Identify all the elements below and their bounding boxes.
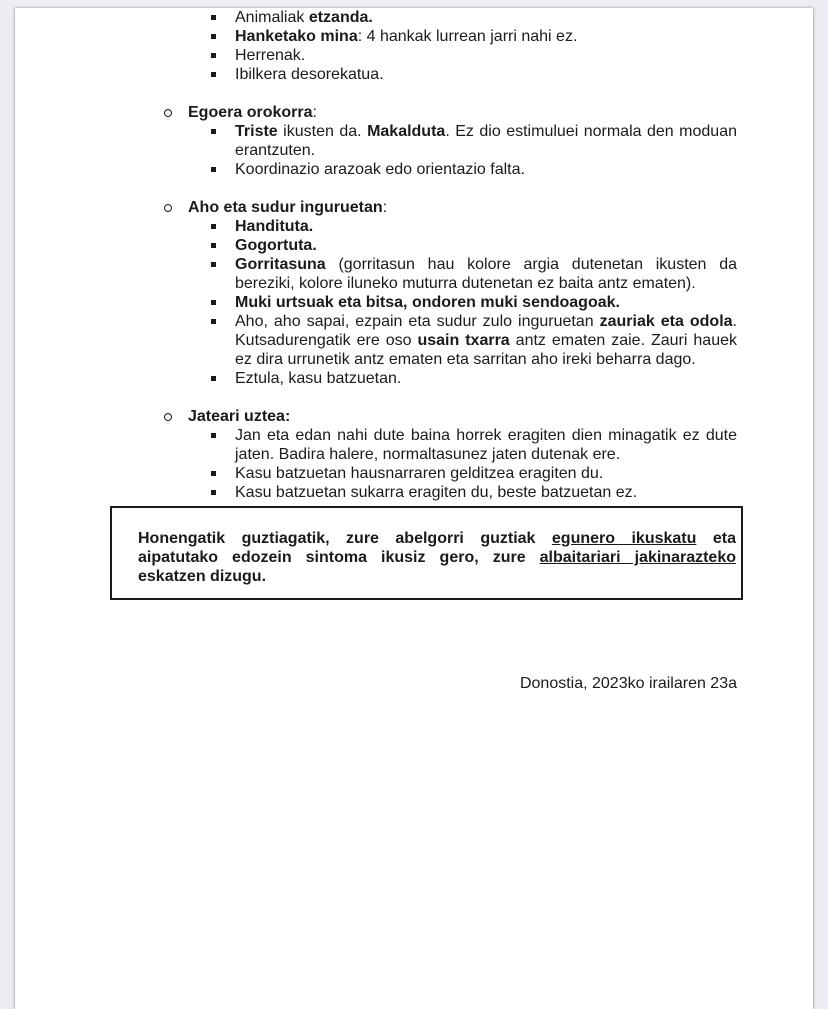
section-heading bbox=[188, 407, 737, 426]
circle-bullet-icon bbox=[164, 413, 172, 421]
list-item-text: Gogortuta. bbox=[235, 237, 317, 254]
list-item-text: Kasu batzuetan sukarra eragiten du, beste batzuetan ez. bbox=[235, 484, 638, 501]
list-item-text: Eztula, kasu batzuetan. bbox=[235, 370, 402, 387]
list-item bbox=[235, 255, 737, 293]
list-item bbox=[235, 236, 737, 255]
list-item bbox=[235, 65, 737, 84]
intro-symptom-list bbox=[15, 8, 813, 84]
list-item-text: Kasu batzuetan hausnarraren gelditzea eragiten du. bbox=[235, 465, 604, 482]
square-bullet-icon bbox=[211, 433, 216, 438]
notice-box: Honengatik guztiagatik, zure abelgorri guztiak egunero ikuskatu eta aipatutako edozein sintoma ikusiz gero, zure albaitariari jakinarazteko eskatzen dizugu. bbox=[110, 506, 743, 600]
square-bullet-icon bbox=[211, 262, 216, 267]
section-list bbox=[15, 426, 813, 502]
list-item bbox=[235, 426, 737, 464]
square-bullet-icon bbox=[211, 243, 216, 248]
list-item bbox=[235, 293, 737, 312]
circle-bullet-icon bbox=[164, 109, 172, 117]
square-bullet-icon bbox=[211, 319, 216, 324]
square-bullet-icon bbox=[211, 167, 216, 172]
list-item bbox=[235, 464, 737, 483]
list-item-text: Jan eta edan nahi dute baina horrek eragiten dien minagatik ez dute jaten. Badira halere, normaltasunez jaten dutenak ere. bbox=[235, 427, 737, 463]
list-item-text: Hanketako mina: 4 hankak lurrean jarri nahi ez. bbox=[235, 28, 578, 45]
square-bullet-icon bbox=[211, 34, 216, 39]
list-item-text: Gorritasuna (gorritasun hau kolore argia dutenetan ikusten da bereziki, kolore iluneko muturra dutenetan ez baita antz ematen). bbox=[235, 256, 737, 292]
square-bullet-icon bbox=[211, 53, 216, 58]
list-item-text: Aho, aho sapai, ezpain eta sudur zulo inguruetan zauriak eta odola. Kutsadurengatik ere oso usain txarra antz ematen zaie. Zauri hauek ez dira urrunetik antz ematen eta sarritan aho ireki beharra dago. bbox=[235, 313, 737, 368]
list-item bbox=[235, 8, 737, 27]
list-item bbox=[235, 312, 737, 369]
section-aho-eta-sudur bbox=[15, 198, 813, 388]
document-page bbox=[15, 8, 813, 1009]
square-bullet-icon bbox=[211, 300, 216, 305]
square-bullet-icon bbox=[211, 15, 216, 20]
square-bullet-icon bbox=[211, 129, 216, 134]
section-list bbox=[15, 217, 813, 388]
section-heading bbox=[188, 198, 737, 217]
list-item bbox=[235, 122, 737, 160]
list-item bbox=[235, 160, 737, 179]
list-item bbox=[235, 483, 737, 502]
list-item-text: Muki urtsuak eta bitsa, ondoren muki sendoagoak. bbox=[235, 294, 620, 311]
section-heading bbox=[188, 103, 737, 122]
section-heading-text: Aho eta sudur inguruetan: bbox=[188, 199, 388, 216]
list-item bbox=[235, 46, 737, 65]
list-item bbox=[235, 217, 737, 236]
list-item-text: Handituta. bbox=[235, 218, 314, 235]
square-bullet-icon bbox=[211, 376, 216, 381]
document-body bbox=[15, 8, 813, 693]
list-item-text: Herrenak. bbox=[235, 47, 306, 64]
section-heading-text: Jateari uztea: bbox=[188, 408, 291, 425]
section-egoera-orokorra bbox=[15, 103, 813, 179]
section-list bbox=[15, 122, 813, 179]
list-item bbox=[235, 27, 737, 46]
square-bullet-icon bbox=[211, 471, 216, 476]
list-item-text: Animaliak etzanda. bbox=[235, 9, 373, 26]
circle-bullet-icon bbox=[164, 204, 172, 212]
section-jateari-uztea bbox=[15, 407, 813, 502]
date-line: Donostia, 2023ko irailaren 23a bbox=[519, 675, 737, 692]
list-item-text: Triste ikusten da. Makalduta. Ez dio estimuluei normala den moduan erantzuten. bbox=[235, 123, 737, 159]
list-item-text: Ibilkera desorekatua. bbox=[235, 66, 384, 83]
square-bullet-icon bbox=[211, 72, 216, 77]
square-bullet-icon bbox=[211, 224, 216, 229]
section-heading-text: Egoera orokorra: bbox=[188, 104, 317, 121]
square-bullet-icon bbox=[211, 490, 216, 495]
list-item-text: Koordinazio arazoak edo orientazio falta. bbox=[235, 161, 525, 178]
list-item bbox=[235, 369, 737, 388]
